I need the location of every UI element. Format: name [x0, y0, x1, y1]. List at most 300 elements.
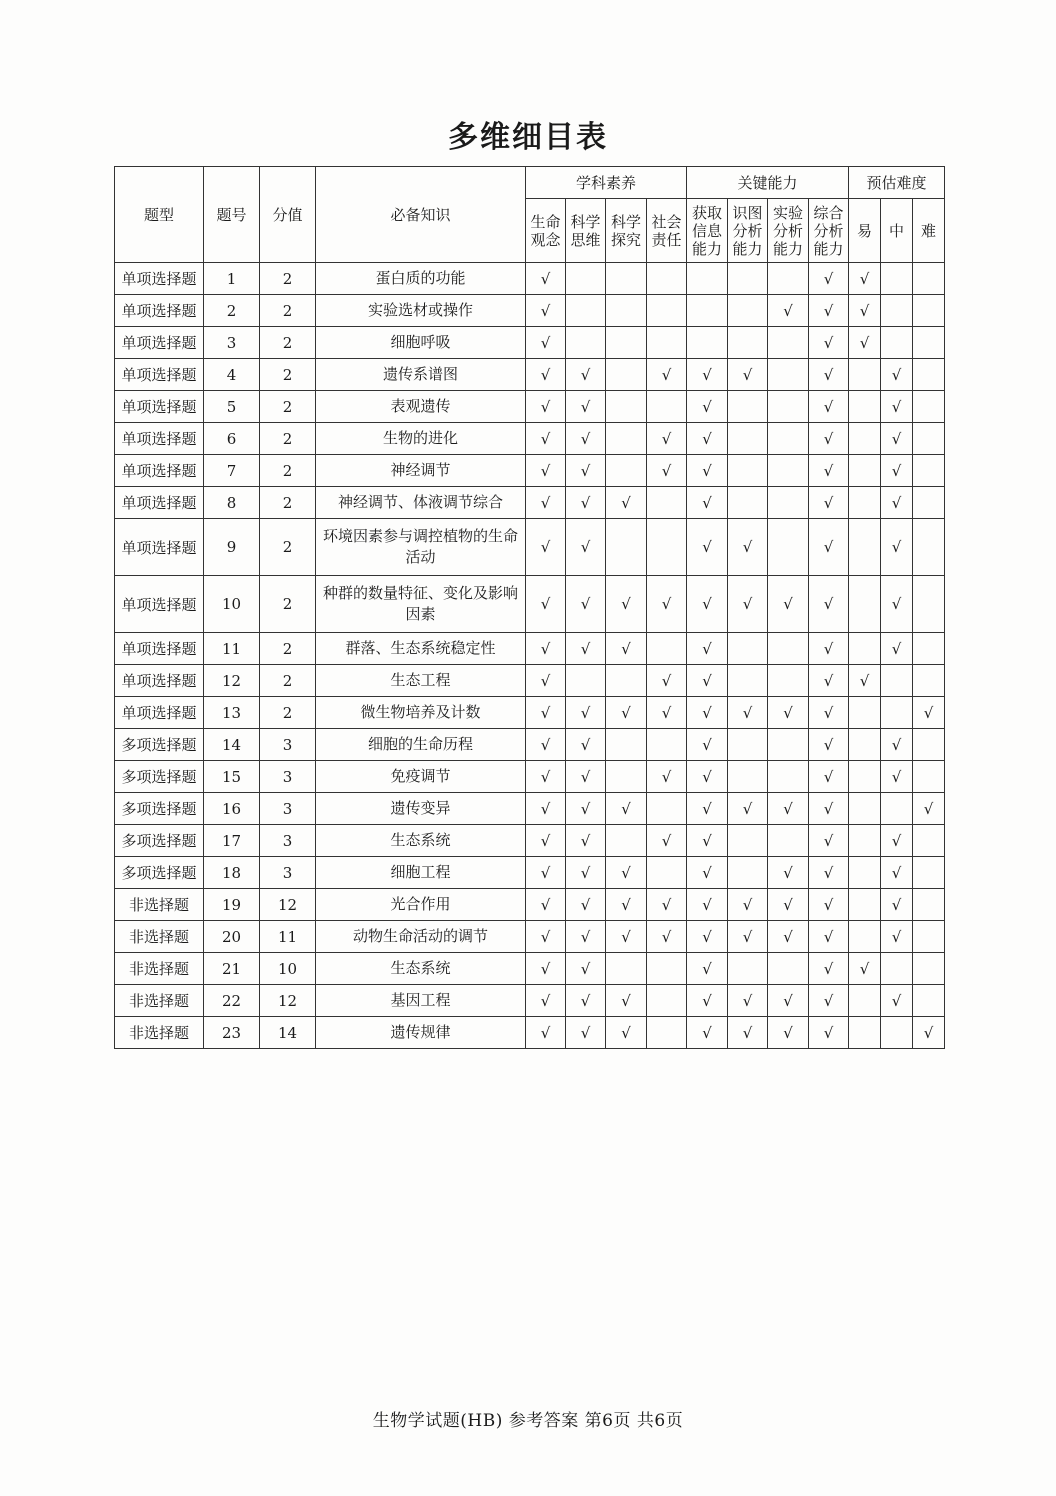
knowledge-point: 遗传规律: [316, 1017, 526, 1049]
check-mark: √: [728, 889, 768, 921]
header-sub: 社会 责任: [647, 199, 687, 263]
empty-cell: [913, 857, 945, 889]
check-mark: √: [687, 519, 728, 576]
check-mark: √: [881, 391, 913, 423]
check-mark: √: [526, 327, 566, 359]
check-mark: √: [881, 455, 913, 487]
question-number: 7: [204, 455, 260, 487]
question-number: 16: [204, 793, 260, 825]
check-mark: √: [881, 889, 913, 921]
empty-cell: [728, 455, 768, 487]
question-score: 3: [260, 761, 316, 793]
table-row: [115, 633, 945, 665]
check-mark: √: [606, 633, 647, 665]
empty-cell: [881, 263, 913, 295]
check-mark: √: [526, 793, 566, 825]
question-type: 单项选择题: [115, 359, 204, 391]
question-number: 19: [204, 889, 260, 921]
check-mark: √: [687, 825, 728, 857]
check-mark: √: [566, 729, 606, 761]
empty-cell: [913, 263, 945, 295]
check-mark: √: [687, 921, 728, 953]
check-mark: √: [768, 576, 809, 633]
question-score: 2: [260, 697, 316, 729]
check-mark: √: [526, 921, 566, 953]
question-type: 非选择题: [115, 921, 204, 953]
check-mark: √: [768, 793, 809, 825]
empty-cell: [913, 455, 945, 487]
empty-cell: [728, 857, 768, 889]
check-mark: √: [809, 263, 849, 295]
check-mark: √: [768, 889, 809, 921]
check-mark: √: [768, 921, 809, 953]
table-row: [115, 423, 945, 455]
check-mark: √: [647, 359, 687, 391]
empty-cell: [768, 519, 809, 576]
knowledge-point: 神经调节、体液调节综合: [316, 487, 526, 519]
check-mark: √: [606, 889, 647, 921]
check-mark: √: [647, 921, 687, 953]
check-mark: √: [768, 857, 809, 889]
empty-cell: [849, 697, 881, 729]
check-mark: √: [809, 825, 849, 857]
knowledge-point: 神经调节: [316, 455, 526, 487]
table-row: [115, 729, 945, 761]
question-number: 14: [204, 729, 260, 761]
check-mark: √: [566, 697, 606, 729]
check-mark: √: [809, 665, 849, 697]
empty-cell: [849, 857, 881, 889]
question-type: 单项选择题: [115, 295, 204, 327]
check-mark: √: [687, 359, 728, 391]
empty-cell: [849, 889, 881, 921]
empty-cell: [881, 327, 913, 359]
empty-cell: [913, 953, 945, 985]
check-mark: √: [809, 455, 849, 487]
empty-cell: [849, 487, 881, 519]
question-number: 6: [204, 423, 260, 455]
check-mark: √: [728, 985, 768, 1017]
check-mark: √: [809, 519, 849, 576]
empty-cell: [606, 391, 647, 423]
check-mark: √: [728, 519, 768, 576]
question-score: 3: [260, 793, 316, 825]
question-type: 单项选择题: [115, 697, 204, 729]
check-mark: √: [809, 576, 849, 633]
empty-cell: [849, 633, 881, 665]
empty-cell: [849, 921, 881, 953]
empty-cell: [728, 729, 768, 761]
empty-cell: [647, 519, 687, 576]
check-mark: √: [687, 1017, 728, 1049]
check-mark: √: [913, 793, 945, 825]
knowledge-point: 光合作用: [316, 889, 526, 921]
check-mark: √: [566, 889, 606, 921]
question-score: 2: [260, 391, 316, 423]
empty-cell: [849, 1017, 881, 1049]
check-mark: √: [881, 857, 913, 889]
question-number: 2: [204, 295, 260, 327]
empty-cell: [913, 423, 945, 455]
check-mark: √: [728, 576, 768, 633]
question-score: 2: [260, 665, 316, 697]
knowledge-point: 生态系统: [316, 825, 526, 857]
check-mark: √: [526, 576, 566, 633]
empty-cell: [849, 793, 881, 825]
check-mark: √: [687, 761, 728, 793]
question-type: 非选择题: [115, 985, 204, 1017]
question-type: 非选择题: [115, 889, 204, 921]
question-type: 单项选择题: [115, 665, 204, 697]
empty-cell: [566, 295, 606, 327]
empty-cell: [647, 633, 687, 665]
check-mark: √: [881, 985, 913, 1017]
table-row: [115, 985, 945, 1017]
check-mark: √: [526, 487, 566, 519]
header-score: 分值: [260, 167, 316, 263]
header-sub: 获取 信息 能力: [687, 199, 728, 263]
check-mark: √: [526, 729, 566, 761]
check-mark: √: [687, 487, 728, 519]
question-number: 12: [204, 665, 260, 697]
empty-cell: [647, 295, 687, 327]
check-mark: √: [566, 1017, 606, 1049]
knowledge-point: 环境因素参与调控植物的生命活动: [316, 519, 526, 576]
check-mark: √: [606, 1017, 647, 1049]
empty-cell: [647, 327, 687, 359]
knowledge-point: 遗传变异: [316, 793, 526, 825]
check-mark: √: [566, 985, 606, 1017]
empty-cell: [768, 761, 809, 793]
check-mark: √: [526, 1017, 566, 1049]
table-row: [115, 487, 945, 519]
table-row: [115, 761, 945, 793]
check-mark: √: [881, 359, 913, 391]
check-mark: √: [849, 295, 881, 327]
question-number: 22: [204, 985, 260, 1017]
check-mark: √: [913, 697, 945, 729]
question-number: 15: [204, 761, 260, 793]
question-type: 多项选择题: [115, 825, 204, 857]
empty-cell: [913, 633, 945, 665]
check-mark: √: [526, 953, 566, 985]
question-score: 2: [260, 576, 316, 633]
empty-cell: [647, 487, 687, 519]
question-score: 2: [260, 423, 316, 455]
table-row: [115, 327, 945, 359]
empty-cell: [647, 263, 687, 295]
knowledge-point: 动物生命活动的调节: [316, 921, 526, 953]
question-type: 非选择题: [115, 953, 204, 985]
question-score: 10: [260, 953, 316, 985]
header-group-ability: 关键能力: [687, 167, 849, 199]
check-mark: √: [566, 519, 606, 576]
check-mark: √: [566, 359, 606, 391]
empty-cell: [606, 761, 647, 793]
empty-cell: [913, 359, 945, 391]
knowledge-point: 种群的数量特征、变化及影响因素: [316, 576, 526, 633]
empty-cell: [849, 985, 881, 1017]
specification-table: [114, 166, 945, 1049]
empty-cell: [913, 889, 945, 921]
knowledge-point: 生物的进化: [316, 423, 526, 455]
check-mark: √: [768, 985, 809, 1017]
table-row: [115, 697, 945, 729]
check-mark: √: [809, 391, 849, 423]
check-mark: √: [647, 455, 687, 487]
question-score: 14: [260, 1017, 316, 1049]
table-header: [115, 167, 945, 263]
empty-cell: [728, 423, 768, 455]
empty-cell: [728, 327, 768, 359]
check-mark: √: [849, 327, 881, 359]
table-row: [115, 455, 945, 487]
empty-cell: [768, 633, 809, 665]
knowledge-point: 基因工程: [316, 985, 526, 1017]
check-mark: √: [526, 665, 566, 697]
empty-cell: [881, 697, 913, 729]
question-number: 5: [204, 391, 260, 423]
empty-cell: [913, 665, 945, 697]
empty-cell: [728, 633, 768, 665]
table-row: [115, 889, 945, 921]
page-footer: 生物学试题(HB) 参考答案 第6页 共6页: [372, 1411, 684, 1431]
check-mark: √: [687, 633, 728, 665]
empty-cell: [606, 423, 647, 455]
check-mark: √: [881, 921, 913, 953]
header-sub: 综合 分析 能力: [809, 199, 849, 263]
empty-cell: [913, 825, 945, 857]
table-row: [115, 359, 945, 391]
check-mark: √: [849, 665, 881, 697]
empty-cell: [566, 327, 606, 359]
empty-cell: [913, 295, 945, 327]
check-mark: √: [881, 729, 913, 761]
empty-cell: [728, 665, 768, 697]
check-mark: √: [606, 487, 647, 519]
question-type: 单项选择题: [115, 391, 204, 423]
empty-cell: [768, 729, 809, 761]
question-score: 2: [260, 455, 316, 487]
empty-cell: [913, 576, 945, 633]
check-mark: √: [526, 697, 566, 729]
table-body: [115, 263, 945, 1049]
check-mark: √: [687, 697, 728, 729]
question-type: 单项选择题: [115, 633, 204, 665]
check-mark: √: [526, 857, 566, 889]
empty-cell: [647, 985, 687, 1017]
check-mark: √: [809, 327, 849, 359]
question-type: 单项选择题: [115, 487, 204, 519]
empty-cell: [728, 487, 768, 519]
empty-cell: [913, 487, 945, 519]
question-number: 8: [204, 487, 260, 519]
check-mark: √: [687, 576, 728, 633]
empty-cell: [768, 953, 809, 985]
check-mark: √: [728, 1017, 768, 1049]
check-mark: √: [566, 455, 606, 487]
table-row: [115, 953, 945, 985]
check-mark: √: [768, 295, 809, 327]
check-mark: √: [526, 295, 566, 327]
empty-cell: [768, 665, 809, 697]
empty-cell: [728, 295, 768, 327]
check-mark: √: [768, 1017, 809, 1049]
header-group-literacy: 学科素养: [526, 167, 687, 199]
knowledge-point: 蛋白质的功能: [316, 263, 526, 295]
check-mark: √: [526, 633, 566, 665]
check-mark: √: [687, 793, 728, 825]
empty-cell: [566, 665, 606, 697]
check-mark: √: [647, 761, 687, 793]
header-sub: 难: [913, 199, 945, 263]
check-mark: √: [687, 455, 728, 487]
page-title: 多维细目表: [448, 120, 608, 155]
check-mark: √: [881, 576, 913, 633]
empty-cell: [606, 263, 647, 295]
check-mark: √: [728, 793, 768, 825]
header-sub: 科学 探究: [606, 199, 647, 263]
check-mark: √: [881, 487, 913, 519]
check-mark: √: [647, 825, 687, 857]
check-mark: √: [647, 697, 687, 729]
empty-cell: [881, 665, 913, 697]
check-mark: √: [809, 697, 849, 729]
question-number: 18: [204, 857, 260, 889]
check-mark: √: [809, 423, 849, 455]
header-type: 题型: [115, 167, 204, 263]
check-mark: √: [606, 921, 647, 953]
header-knowledge: 必备知识: [316, 167, 526, 263]
question-number: 1: [204, 263, 260, 295]
check-mark: √: [566, 921, 606, 953]
empty-cell: [728, 391, 768, 423]
empty-cell: [849, 423, 881, 455]
check-mark: √: [606, 985, 647, 1017]
check-mark: √: [728, 697, 768, 729]
empty-cell: [768, 263, 809, 295]
empty-cell: [606, 825, 647, 857]
empty-cell: [728, 263, 768, 295]
empty-cell: [606, 327, 647, 359]
empty-cell: [606, 729, 647, 761]
empty-cell: [849, 391, 881, 423]
check-mark: √: [809, 793, 849, 825]
question-score: 2: [260, 487, 316, 519]
empty-cell: [881, 953, 913, 985]
table-row: [115, 295, 945, 327]
question-score: 11: [260, 921, 316, 953]
empty-cell: [849, 761, 881, 793]
knowledge-point: 生态系统: [316, 953, 526, 985]
empty-cell: [881, 793, 913, 825]
check-mark: √: [526, 423, 566, 455]
table-row: [115, 921, 945, 953]
empty-cell: [913, 519, 945, 576]
check-mark: √: [566, 825, 606, 857]
empty-cell: [647, 857, 687, 889]
check-mark: √: [606, 793, 647, 825]
check-mark: √: [849, 263, 881, 295]
question-score: 12: [260, 985, 316, 1017]
knowledge-point: 细胞的生命历程: [316, 729, 526, 761]
check-mark: √: [809, 857, 849, 889]
check-mark: √: [526, 359, 566, 391]
check-mark: √: [647, 889, 687, 921]
question-type: 多项选择题: [115, 857, 204, 889]
empty-cell: [768, 327, 809, 359]
header-group-difficulty: 预估难度: [849, 167, 945, 199]
question-type: 多项选择题: [115, 793, 204, 825]
header-sub: 科学 思维: [566, 199, 606, 263]
table-row: [115, 1017, 945, 1049]
check-mark: √: [881, 423, 913, 455]
check-mark: √: [913, 1017, 945, 1049]
question-score: 2: [260, 519, 316, 576]
header-sub: 生命 观念: [526, 199, 566, 263]
check-mark: √: [809, 921, 849, 953]
check-mark: √: [566, 953, 606, 985]
table-row: [115, 857, 945, 889]
knowledge-point: 表观遗传: [316, 391, 526, 423]
empty-cell: [849, 519, 881, 576]
empty-cell: [647, 391, 687, 423]
check-mark: √: [566, 576, 606, 633]
table-row: [115, 665, 945, 697]
empty-cell: [647, 1017, 687, 1049]
check-mark: √: [526, 391, 566, 423]
question-number: 13: [204, 697, 260, 729]
question-score: 2: [260, 359, 316, 391]
check-mark: √: [687, 391, 728, 423]
question-score: 2: [260, 295, 316, 327]
empty-cell: [849, 825, 881, 857]
knowledge-point: 微生物培养及计数: [316, 697, 526, 729]
empty-cell: [768, 391, 809, 423]
question-number: 20: [204, 921, 260, 953]
question-score: 12: [260, 889, 316, 921]
table-row: [115, 519, 945, 576]
empty-cell: [728, 825, 768, 857]
check-mark: √: [687, 857, 728, 889]
check-mark: √: [809, 985, 849, 1017]
table-row: [115, 793, 945, 825]
table-row: [115, 825, 945, 857]
question-number: 4: [204, 359, 260, 391]
knowledge-point: 细胞呼吸: [316, 327, 526, 359]
question-score: 3: [260, 825, 316, 857]
empty-cell: [606, 519, 647, 576]
table-row: [115, 391, 945, 423]
question-number: 9: [204, 519, 260, 576]
check-mark: √: [768, 697, 809, 729]
empty-cell: [913, 391, 945, 423]
knowledge-point: 免疫调节: [316, 761, 526, 793]
question-type: 多项选择题: [115, 729, 204, 761]
question-number: 21: [204, 953, 260, 985]
table-row: [115, 263, 945, 295]
empty-cell: [687, 327, 728, 359]
question-number: 23: [204, 1017, 260, 1049]
question-type: 单项选择题: [115, 327, 204, 359]
check-mark: √: [881, 633, 913, 665]
empty-cell: [913, 985, 945, 1017]
empty-cell: [687, 263, 728, 295]
check-mark: √: [566, 391, 606, 423]
check-mark: √: [566, 423, 606, 455]
question-score: 2: [260, 327, 316, 359]
header-sub: 识图 分析 能力: [728, 199, 768, 263]
